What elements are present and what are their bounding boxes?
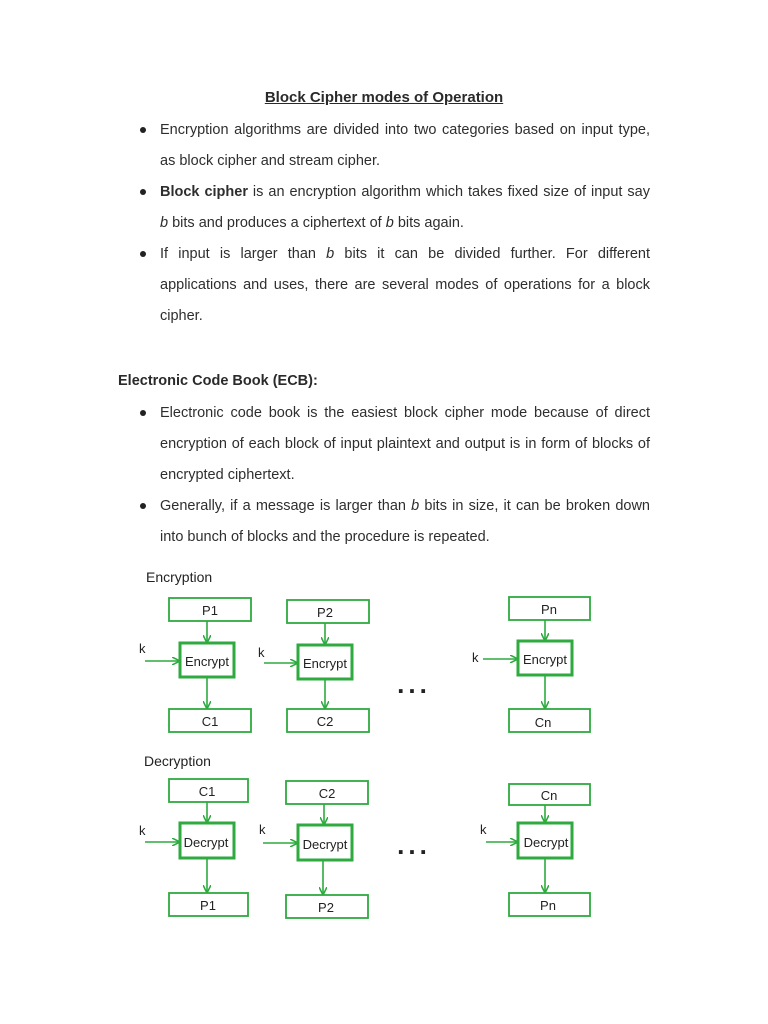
decryption-column-n	[480, 784, 590, 916]
decryption-label: Decryption	[144, 753, 211, 769]
block-label: C1	[201, 714, 219, 729]
block-label: P1	[202, 603, 218, 618]
block-label: C1	[198, 784, 216, 799]
key-label: k	[472, 650, 479, 665]
encryption-column-n	[472, 597, 590, 732]
encrypt-label: Encrypt	[522, 652, 568, 667]
block-label: Pn	[541, 602, 557, 617]
bullet-text: bits again.	[393, 215, 464, 231]
key-label: k	[139, 641, 146, 656]
bullet-text: bits in size, it can be broken down into bunch of blocks and the procedure is repeated.	[160, 498, 650, 545]
variable-b: b	[160, 215, 169, 231]
block-label: P2	[317, 605, 333, 620]
bullet-text: If input is larger than	[160, 246, 327, 262]
decryption-column-2	[259, 781, 368, 918]
ellipsis-icon: ...	[397, 830, 431, 860]
decrypt-label: Decrypt	[523, 835, 569, 850]
bullet-lead-term: Block cipher	[160, 184, 248, 200]
variable-b: b	[385, 215, 394, 231]
bullet-text: bits and produces a ciphertext of	[168, 215, 386, 231]
decryption-column-1	[139, 779, 248, 916]
block-label: Cn	[540, 788, 558, 803]
document-title: Block Cipher modes of Operation	[264, 89, 504, 106]
key-label: k	[139, 823, 146, 838]
key-label: k	[259, 822, 266, 837]
block-label: P2	[318, 900, 334, 915]
encrypt-label: Encrypt	[302, 656, 348, 671]
block-label: Pn	[540, 898, 556, 913]
key-label: k	[480, 822, 487, 837]
variable-b: b	[326, 246, 335, 262]
bullet-text: Electronic code book is the easiest block cipher mode because of direct encryption of each block of input plaintext and output is in form of blocks of encrypted ciphertext.	[160, 405, 650, 483]
bullet-text: is an encryption algorithm which takes fixed size of input say	[247, 184, 650, 200]
block-label: C2	[316, 714, 334, 729]
key-label: k	[258, 645, 265, 660]
decrypt-label: Decrypt	[183, 835, 229, 850]
block-label: P1	[200, 898, 216, 913]
bullet-text: bits it can be divided further. For different applications and uses, there are several modes of operations for a block cipher.	[160, 246, 650, 324]
bullet-text: Encryption algorithms are divided into two categories based on input type, as block cipher and stream cipher.	[160, 122, 650, 169]
block-label: C2	[318, 786, 336, 801]
ellipsis-icon: ...	[397, 669, 431, 699]
decrypt-label: Decrypt	[302, 837, 348, 852]
encrypt-label: Encrypt	[184, 654, 230, 669]
variable-b: b	[411, 498, 420, 514]
encryption-label: Encryption	[146, 569, 213, 585]
block-label: Cn	[534, 715, 552, 730]
bullet-text: Generally, if a message is larger than	[160, 498, 412, 514]
encryption-column-2	[258, 600, 369, 732]
ecb-heading: Electronic Code Book (ECB):	[118, 373, 318, 389]
encryption-column-1	[139, 598, 251, 732]
